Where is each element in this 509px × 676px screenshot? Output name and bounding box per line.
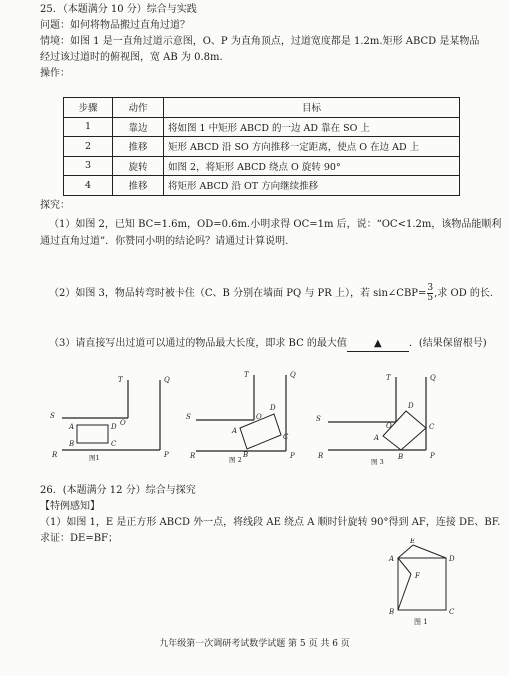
- label: Q: [164, 376, 170, 384]
- page-footer: 九年级第一次调研考试数学试题 第 5 页 共 6 页: [159, 639, 350, 649]
- label: R: [318, 452, 324, 460]
- label: C: [429, 423, 435, 431]
- label: S: [186, 413, 191, 421]
- steps-table: [63, 97, 460, 196]
- label: P: [290, 452, 295, 460]
- label: S: [50, 412, 55, 420]
- label: B: [243, 451, 249, 459]
- label: A: [389, 555, 395, 563]
- table-cell: 矩形 ABCD 沿 SO 方向推移一定距离，使点 O 在边 AD 上: [164, 137, 460, 157]
- q25-header: 25．（本题满分 10 分）综合与实践: [40, 4, 197, 15]
- table-cell: 靠边: [113, 117, 164, 137]
- table-cell: 4: [64, 176, 113, 196]
- label: D: [111, 423, 117, 431]
- label: R: [52, 451, 58, 459]
- q25-part2-text: （2）如图 3，物品转弯时被卡住（C、B 分别在墙面 PQ 与 PR 上），若 sin∠CBP=: [49, 288, 427, 299]
- figure-caption: 图 1: [414, 618, 428, 626]
- segment-de: [413, 545, 446, 558]
- table-cell: 旋转: [113, 156, 164, 176]
- label: C: [449, 608, 455, 616]
- table-row: [64, 176, 460, 196]
- figure-caption: 图1: [89, 454, 100, 462]
- q26-section: 【特例感知】: [40, 501, 100, 512]
- q25-part1-line2: 通过直角过道”．你赞同小明的结论吗？请通过计算说明.: [40, 236, 289, 247]
- rectangle-abcd: [383, 411, 426, 450]
- q25-part2-tail: ,求 OD 的长.: [434, 288, 494, 299]
- fraction-denominator: 5: [427, 293, 434, 303]
- q25-question: 问题：如何将物品搬过直角过道？: [40, 20, 190, 31]
- label: D: [270, 404, 276, 412]
- label: E: [410, 538, 416, 545]
- label: P: [430, 452, 435, 460]
- label: T: [244, 371, 249, 379]
- answer-blank: ▲: [347, 337, 409, 352]
- label: Q: [290, 371, 296, 379]
- label: R: [190, 452, 196, 460]
- table-row: [64, 156, 460, 176]
- label: A: [69, 423, 75, 431]
- table-header-row: [64, 98, 460, 118]
- table-cell: 如图 2，将矩形 ABCD 绕点 O 旋转 90°: [164, 156, 460, 176]
- label: B: [398, 453, 404, 461]
- label: S: [316, 415, 321, 423]
- label: D: [449, 555, 455, 563]
- rectangle-abcd: [77, 425, 108, 443]
- label: C: [283, 433, 289, 441]
- q25-operation-label: 操作：: [40, 68, 70, 79]
- figure-caption: 图 3: [371, 458, 384, 466]
- table-header: 目标: [164, 98, 460, 118]
- label: A: [232, 427, 238, 435]
- label: T: [386, 374, 391, 382]
- label: Q: [430, 374, 436, 382]
- q25-part1-line1: （1）如图 2，已知 BC=1.6m，OD=0.6m.小明求得 OC=1m 后，说：“OC<1.2m，该物品能顺利: [49, 219, 502, 230]
- figure-caption: 图 2: [229, 456, 242, 464]
- table-header: 步骤: [64, 98, 113, 118]
- fraction-numerator: 3: [427, 283, 434, 293]
- q26-figure: [380, 538, 470, 628]
- label: D: [408, 402, 414, 410]
- q25-part2: [49, 284, 493, 303]
- q25-part3: [49, 337, 487, 352]
- label: A: [374, 434, 380, 442]
- table-row: [64, 117, 460, 137]
- table-cell: 将矩形 ABCD 沿 OT 方向继续推移: [164, 176, 460, 196]
- label: O: [386, 422, 392, 430]
- table-cell: 推移: [113, 176, 164, 196]
- label: P: [164, 451, 169, 459]
- table-cell: 1: [64, 117, 113, 137]
- figure-2: [196, 375, 286, 451]
- segment-af: [398, 558, 411, 574]
- label: B: [69, 440, 75, 448]
- label: O: [120, 419, 126, 427]
- table-row: [64, 137, 460, 157]
- label: O: [256, 413, 262, 421]
- table-cell: 推移: [113, 137, 164, 157]
- q25-part3-tail: ．(结果保留根号): [408, 338, 487, 349]
- table-header: 动作: [113, 98, 164, 118]
- q26-part1-line2: 求证：DE=BF；: [40, 533, 118, 544]
- segment-bf: [398, 574, 411, 610]
- q26-header: 26．(本题满分 12 分）综合与探究: [40, 485, 196, 496]
- label: F: [415, 572, 420, 580]
- table-cell: 3: [64, 156, 113, 176]
- explore-label: 探究：: [40, 200, 70, 211]
- table-cell: 将如图 1 中矩形 ABCD 的一边 AD 靠在 SO 上: [164, 117, 460, 137]
- label: B: [389, 608, 395, 616]
- segment-ae: [398, 545, 413, 558]
- q26-part1-line1: （1）如图 1，E 是正方形 ABCD 外一点，将线段 AE 绕点 A 顺时针旋转 90°得到 AF，连接 DE、BF.: [40, 517, 501, 528]
- q25-figures: [0, 365, 509, 475]
- q25-context-line1: 情境：如图 1 是一直角过道示意图，O、P 为直角顶点，过道宽度都是 1.2m.矩形 ABCD 是某物品: [40, 36, 480, 47]
- table-cell: 2: [64, 137, 113, 157]
- q25-context-line2: 经过该过道时的俯视图，宽 AB 为 0.8m.: [40, 52, 223, 63]
- fraction: [427, 284, 433, 303]
- q25-part3-text: （3）请直接写出过道可以通过的物品最大长度，即求 BC 的最大值: [49, 338, 347, 349]
- label: T: [118, 376, 123, 384]
- label: C: [111, 440, 117, 448]
- square-abcd: [398, 558, 446, 610]
